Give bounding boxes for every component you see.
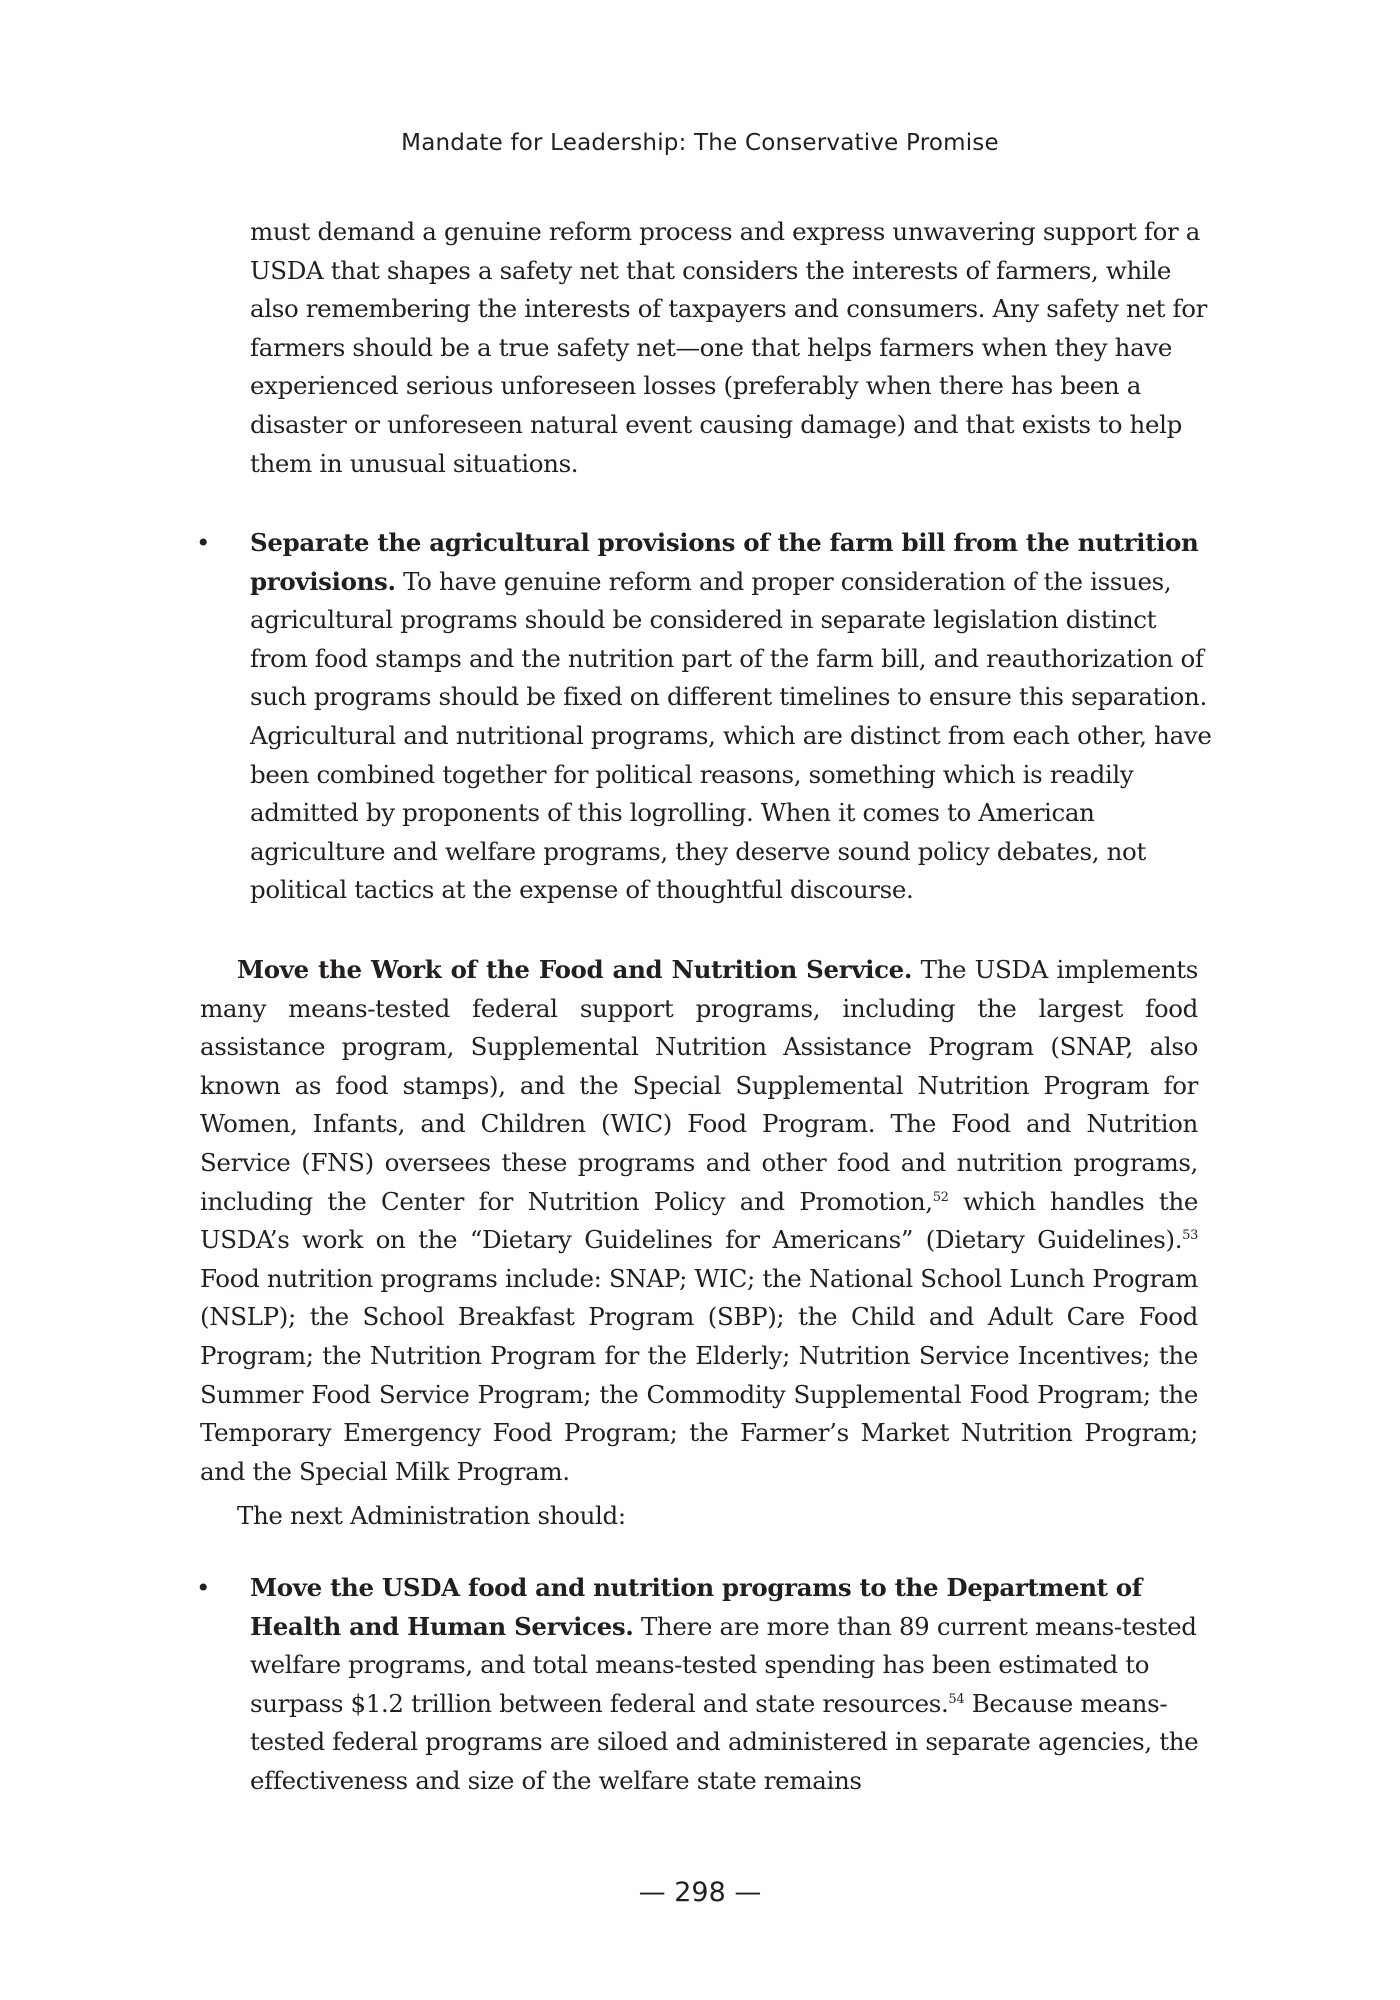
bullet-text-a: There are more than 89 current means-tested welfare programs, and total means-tested spending has been estimated to surpass $1.2 trillion between federal and state resources. — [250, 1611, 1197, 1718]
page-number: — 298 — — [638, 1877, 762, 1908]
footnote-ref-53: 53 — [1182, 1228, 1198, 1244]
bullet-body — [250, 1569, 1218, 1801]
bullet-icon: • — [196, 528, 211, 557]
section-text-c: Food nutrition programs include: SNAP; WIC; the National School Lunch Program (NSLP); the School Breakfast Program (SBP); the Child and Adult Care Food Program; the Nutrition Program for the Elderly; Nutrition Service Incentives; the Summer Food Service Program; the Commodity Supplemental Food Program; the Temporary Emergency Food Program; the Farmer’s Market Nutrition Program; and the Special Milk Program. — [200, 1263, 1198, 1486]
bullet-lead: Move the USDA food and nutrition programs to the Department of Health and Human Services. — [250, 1573, 1142, 1641]
bullet-text: To have genuine reform and proper consideration of the issues, agricultural programs should be considered in separate legislation distinct from food stamps and the nutrition part of the farm bill, and reauthorization of such programs should be fixed on different timelines to ensure this separation. Agricultural and nutritional programs, which are distinct from each other, have been combined together for political reasons, something which is readily admitted by proponents of this logrolling. When it comes to American agriculture and welfare programs, they deserve sound policy debates, not political tactics at the expense of thoughtful discourse. — [250, 566, 1212, 905]
section-text-a: The USDA implements many means-tested federal support programs, including the largest food assistance program, Supplemental Nutrition Assistance Program (SNAP, also known as food stamps), and the Special Supplemental Nutrition Program for Women, Infants, and Children (WIC) Food Program. The Food and Nutrition Service (FNS) oversees these programs and other food and nutrition programs, including the Center for Nutrition Policy and Promotion, — [200, 955, 1199, 1216]
bullet-body — [250, 524, 1218, 910]
section-text-b: which handles the USDA’s work on the “Dietary Guidelines for Americans” (Dietary Guidelines). — [200, 1186, 1198, 1255]
bullet-item-separate-provisions — [196, 524, 1218, 910]
continued-paragraph: must demand a genuine reform process and express unwavering support for a USDA that shapes a safety net that considers the interests of farmers, while also remembering the interests of taxpayers and consumers. Any safety net for farmers should be a true safety net—one that helps farmers when they have experienced serious unforeseen losses (preferably when there has been a disaster or unforeseen natural event causing damage) and that exists to help them in unusual situations. — [250, 217, 1208, 478]
footnote-ref-52: 52 — [932, 1189, 949, 1205]
footnote-ref-54: 54 — [948, 1691, 965, 1707]
section-heading: Move the Work of the Food and Nutrition Service. — [237, 955, 913, 984]
bullet-item-move-to-hhs — [196, 1569, 1218, 1801]
intro-line: The next Administration should: — [237, 1501, 626, 1530]
section-paragraph-fns — [200, 951, 1198, 1491]
bullet-lead: Separate the agricultural provisions of the farm bill from the nutrition provisions. — [250, 528, 1199, 596]
running-head: Mandate for Leadership: The Conservative Promise — [401, 130, 999, 156]
bullet-icon: • — [196, 1573, 211, 1602]
bullet-text-b: Because means-tested federal programs are siloed and administered in separate agencies, the effectiveness and size of the welfare state remains — [250, 1688, 1199, 1795]
